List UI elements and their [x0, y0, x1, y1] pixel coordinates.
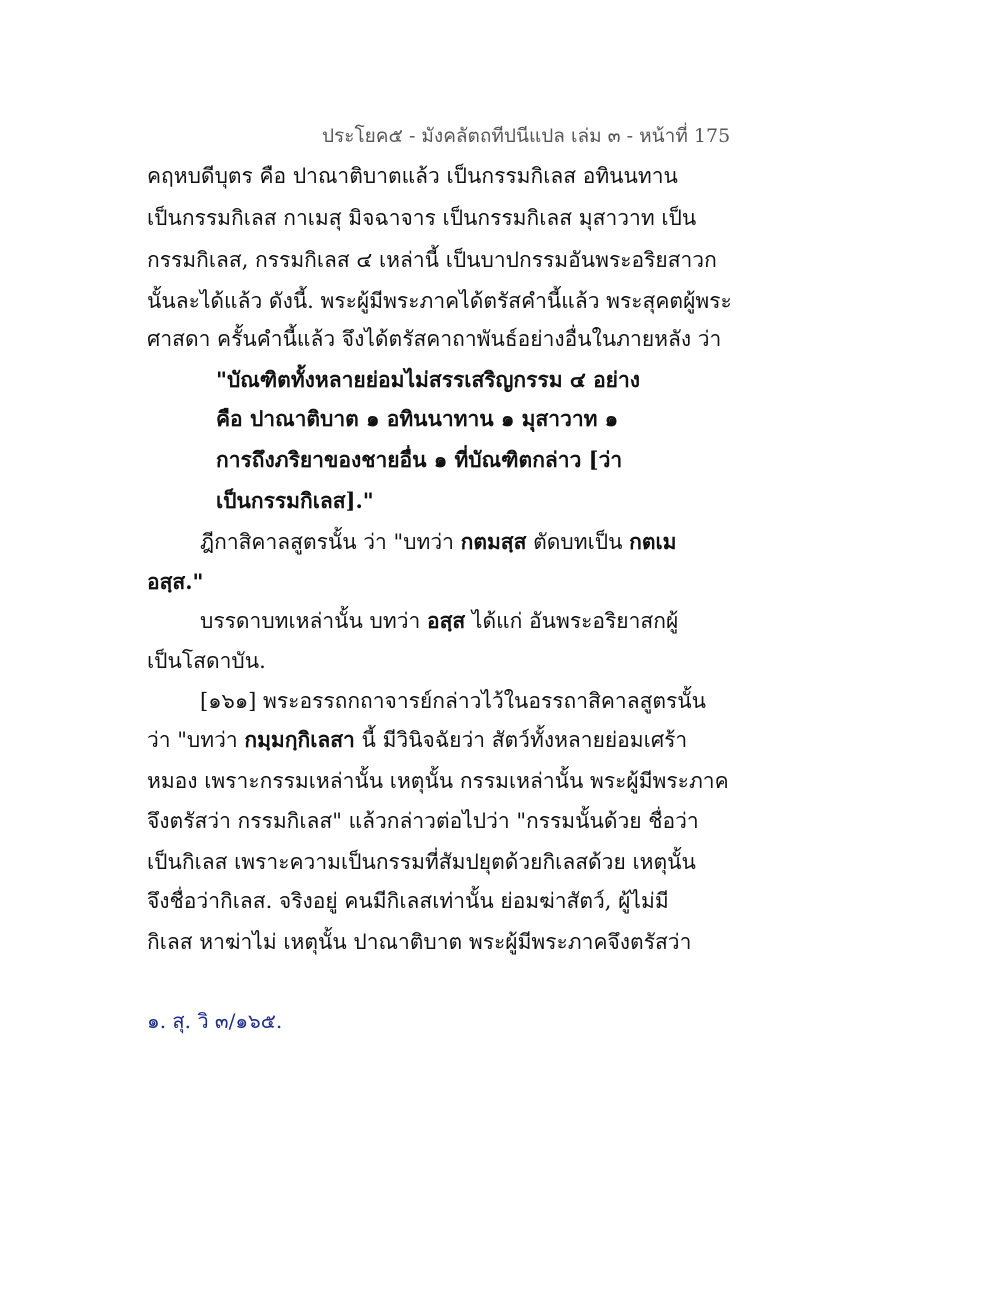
- verse-line: "บัณฑิตทั้งหลายย่อมไม่สรรเสริญกรรม ๔ อย่าง: [216, 367, 641, 392]
- assa-line: บรรดาบทเหล่านั้น บทว่า อสฺส ได้แก่ อันพระอริยาสกผู้: [200, 608, 679, 633]
- para161-line: เป็นกิเลส เพราะความเป็นกรรมที่สัมปยุตด้วยกิเลสด้วย เหตุนั้น: [147, 850, 696, 874]
- tika-line: ฎีกาสิคาลสูตรนั้น ว่า "บทว่า กตมสฺส ตัดบทเป็น กตเม: [200, 529, 677, 554]
- para161-line: [๑๖๑] พระอรรถกถาจารย์กล่าวไว้ในอรรถาสิคาลสูตรนั้น: [200, 689, 707, 713]
- para161-line: กิเลส หาฆ่าไม่ เหตุนั้น ปาณาติบาต พระผู้มีพระภาคจึงตรัสว่า: [147, 930, 692, 954]
- page-header: ประโยค๕ - มังคลัตถทีปนีแปล เล่ม ๓ - หน้าที่ 175: [322, 125, 731, 147]
- body-line: เป็นกรรมกิเลส กาเมสุ มิจฉาจาร เป็นกรรมกิเลส มุสาวาท เป็น: [147, 206, 697, 230]
- para161-line: จึงตรัสว่า กรรมกิเลส" แล้วกล่าวต่อไปว่า "กรรมนั้นด้วย ชื่อว่า: [147, 809, 699, 833]
- para161-line: ว่า "บทว่า กมฺมกฺกิเลสา นี้ มีวินิจฉัยว่า สัตว์ทั้งหลายย่อมเศร้า: [147, 727, 688, 752]
- tika-line: อสฺส.": [147, 569, 204, 594]
- para161-line: จึงชื่อว่ากิเลส. จริงอยู่ คนมีกิเลสเท่านั้น ย่อมฆ่าสัตว์, ผู้ไม่มี: [147, 889, 669, 913]
- body-line: ศาสดา ครั้นคำนี้แล้ว จึงได้ตรัสคาถาพันธ์อย่างอื่นในภายหลัง ว่า: [147, 327, 722, 351]
- verse-line: เป็นกรรมกิเลส].": [216, 488, 374, 513]
- footnote: ๑. สุ. วิ ๓/๑๖๕.: [147, 1009, 283, 1033]
- para161-line: หมอง เพราะกรรมเหล่านั้น เหตุนั้น กรรมเหล่านั้น พระผู้มีพระภาค: [147, 769, 729, 793]
- body-line: กรรมกิเลส, กรรมกิเลส ๔ เหล่านี้ เป็นบาปกรรมอันพระอริยสาวก: [147, 248, 717, 272]
- assa-line: เป็นโสดาบัน.: [147, 649, 266, 673]
- body-line: คฤหบดีบุตร คือ ปาณาติบาตแล้ว เป็นกรรมกิเลส อทินนทาน: [147, 164, 678, 188]
- verse-line: คือ ปาณาติบาต ๑ อทินนาทาน ๑ มุสาวาท ๑: [216, 406, 619, 431]
- body-line: นั้นละได้แล้ว ดังนี้. พระผู้มีพระภาคได้ตรัสคำนี้แล้ว พระสุคตผู้พระ: [147, 289, 732, 313]
- verse-line: การถึงภริยาของชายอื่น ๑ ที่บัณฑิตกล่าว [ว่า: [216, 447, 623, 472]
